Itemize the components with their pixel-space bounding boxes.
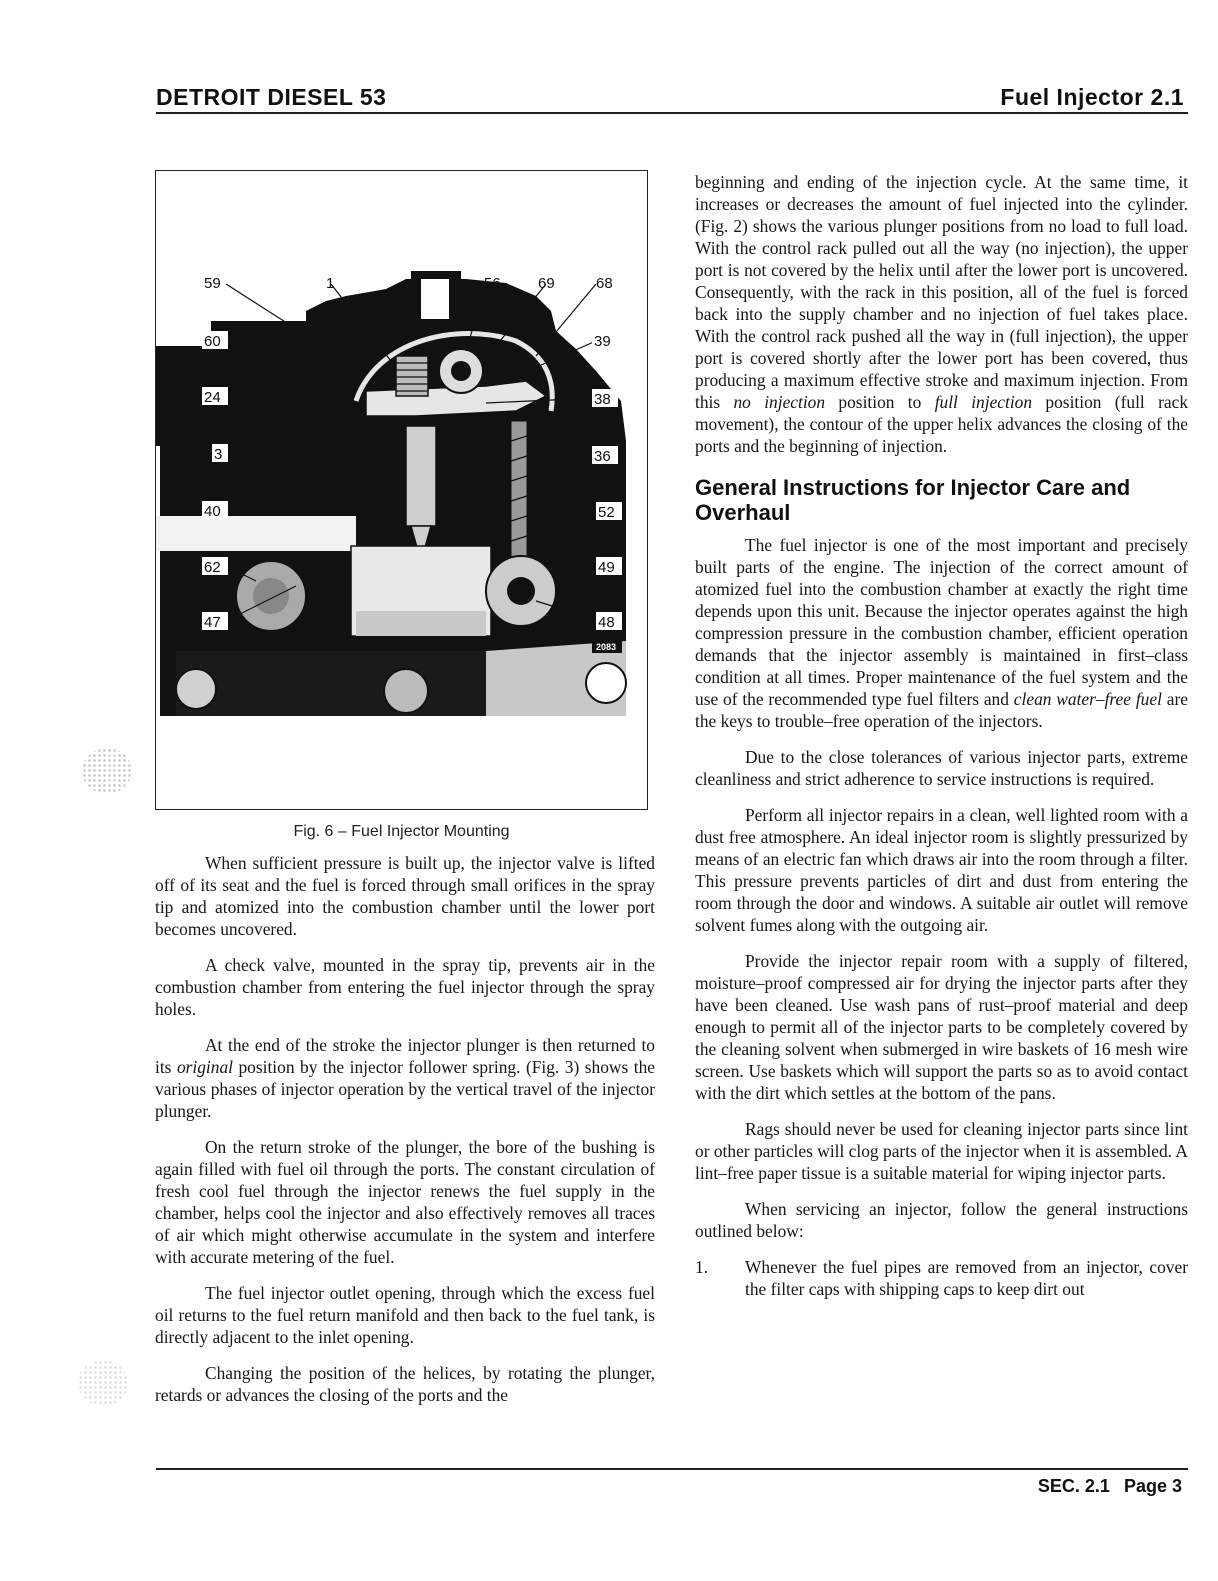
footer-page-number: Page 3: [1123, 1476, 1182, 1496]
text-run: Whenever the fuel pipes are removed from an injector, cover the filter caps with shipping caps to keep dirt out: [745, 1257, 1188, 1299]
list-item-number: 1.: [695, 1257, 709, 1277]
callout-38: 38: [594, 391, 611, 408]
text-run: The fuel injector is one of the most important and precisely built parts of the engine. The injection of the correct amount of atomized fuel into the combustion chamber at exactly the right time depends upon this unit. Because the injector operates against the high compression pressure in the combustion chamber, efficient operation demands that the injector assembly is maintained in first–class condition at all times. Proper maintenance of the fuel system and the use of the recommended type fuel filters and: [695, 535, 1188, 709]
callout-40: 40: [204, 503, 221, 520]
text-run: When servicing an injector, follow the general instructions outlined below:: [695, 1199, 1188, 1241]
emphasis-text: clean water–free fuel: [1013, 689, 1162, 709]
text-run: Changing the position of the helices, by rotating the plunger, retards or advances the closing of the ports and the: [155, 1363, 655, 1405]
text-run: beginning and ending of the injection cycle. At the same time, it increases or decreases the amount of fuel injected into the cylinder. (Fig. 2) shows the various plunger positions from no load to full load. With the control rack pulled out all the way (no injection), the upper port is not covered by the helix until after the lower port is uncovered. Consequently, with the rack in this position, all of the fuel is forced back into the supply chamber and no injection of fuel takes place. With the control rack pushed all the way in (full injection), the upper port is covered shortly after the lower port has been covered, thus producing a maximum effective stroke and maximum injection. From this: [695, 172, 1188, 412]
body-paragraph: [695, 1198, 1188, 1242]
injector-follower-spring: [396, 356, 428, 396]
text-run: At the end of the stroke the injector plunger is then returned to its: [155, 1035, 655, 1077]
body-paragraph: [695, 950, 1188, 1104]
text-run: The fuel injector outlet opening, through which the excess fuel oil returns to the fuel return manifold and then back to the fuel tank, is directly adjacent to the inlet opening.: [155, 1283, 655, 1347]
page-footer: [1038, 1476, 1182, 1497]
left-column: [155, 852, 655, 1420]
figure-caption: Fig. 6 – Fuel Injector Mounting: [293, 823, 510, 840]
callout-69: 69: [538, 275, 555, 292]
header-rule: [156, 112, 1188, 114]
callout-68: 68: [596, 275, 613, 292]
body-paragraph: [695, 804, 1188, 936]
callout-24: 24: [204, 389, 221, 406]
body-paragraph: [155, 1362, 655, 1406]
body-paragraph: [695, 1118, 1188, 1184]
callout-59: 59: [204, 275, 221, 292]
footer-rule: [156, 1468, 1188, 1470]
figure-box: [155, 170, 648, 810]
body-paragraph: [695, 171, 1188, 457]
injector-body: [406, 426, 436, 526]
footer-section: SEC. 2.1: [1037, 1476, 1110, 1496]
callout-52: 52: [598, 504, 615, 521]
body-paragraph: [155, 1034, 655, 1122]
text-run: When sufficient pressure is built up, the injector valve is lifted off of its seat and the fuel is forced through small orifices in the spray tip and atomized into the combustion chamber until the lower port becomes uncovered.: [155, 853, 655, 939]
callout-48: 48: [598, 614, 615, 631]
callout-56: 56: [484, 275, 501, 292]
fuel-injector-mounting-illustration: [156, 171, 646, 808]
right-column: [695, 171, 1188, 1300]
figure-stamp: 2083: [596, 642, 617, 652]
callout-1: 1: [326, 275, 335, 292]
text-run: are the keys to trouble–free operation of the injectors.: [695, 689, 1188, 731]
list-item-text: [745, 1256, 1188, 1300]
text-run: Rags should never be used for cleaning injector parts since lint or other particles will clog parts of the injector when it is assembled. A lint–free paper tissue is a suitable material for wiping injector parts.: [695, 1119, 1188, 1183]
text-run: position to: [825, 392, 935, 412]
callout-62: 62: [204, 559, 221, 576]
section-heading: General Instructions for Injector Care and Overhaul: [695, 475, 1131, 525]
body-paragraph: [155, 1136, 655, 1268]
page-header-right: Fuel Injector 2.1: [1000, 84, 1184, 110]
text-run: position by the injector follower spring. (Fig. 3) shows the various phases of injector operation by the vertical travel of the injector plunger.: [155, 1057, 655, 1121]
scan-speck: [82, 748, 132, 794]
text-run: A check valve, mounted in the spray tip, prevents air in the combustion chamber from entering the fuel injector through the spray holes.: [155, 955, 655, 1019]
body-paragraph: [155, 954, 655, 1020]
list-item: [695, 1256, 1188, 1300]
body-paragraph: [155, 852, 655, 940]
text-run: Provide the injector repair room with a supply of filtered, moisture–proof compressed air for drying the injector parts after they have been cleaned. Use wash pans of rust–proof material and deep enough to permit all of the injector parts to be completely covered by the cleaning solvent when submerged in wire baskets of 16 mesh wire screen. Use baskets which will support the parts so as to avoid contact with the dirt which settles at the bottom of the pans.: [695, 951, 1188, 1103]
text-run: Due to the close tolerances of various injector parts, extreme cleanliness and strict adherence to service instructions is required.: [695, 747, 1188, 789]
body-paragraph: [695, 534, 1188, 732]
callout-39: 39: [594, 333, 611, 350]
callout-36: 36: [594, 448, 611, 465]
callout-49: 49: [598, 559, 615, 576]
callout-3: 3: [214, 446, 223, 463]
emphasis-text: full injection: [934, 392, 1033, 412]
scan-speck: [78, 1360, 128, 1406]
body-paragraph: [695, 746, 1188, 790]
callout-60: 60: [204, 333, 221, 350]
text-run: Perform all injector repairs in a clean, well lighted room with a dust free atmosphere. An ideal injector room is slightly pressurized by means of an electric fan which draws air into the room through a filter. This pressure prevents particles of dirt and dust from entering the room through the door and windows. A suitable air outlet will remove solvent fumes along with the outgoing air.: [695, 805, 1188, 935]
text-run: On the return stroke of the plunger, the bore of the bushing is again filled with fuel oil through the ports. The constant circulation of fresh cool fuel through the injector renews the fuel supply in the chamber, helps cool the injector and also effectively removes all traces of air which might otherwise accumulate in the system and interfere with accurate metering of the fuel.: [155, 1137, 655, 1267]
emphasis-text: no injection: [733, 392, 826, 412]
emphasis-text: original: [176, 1057, 233, 1077]
text-run: position (full rack movement), the contour of the upper helix advances the closing of the ports and the beginning of injection.: [695, 392, 1189, 456]
callout-47: 47: [204, 614, 221, 631]
body-paragraph: [155, 1282, 655, 1348]
page-header-left: DETROIT DIESEL 53: [156, 84, 387, 110]
